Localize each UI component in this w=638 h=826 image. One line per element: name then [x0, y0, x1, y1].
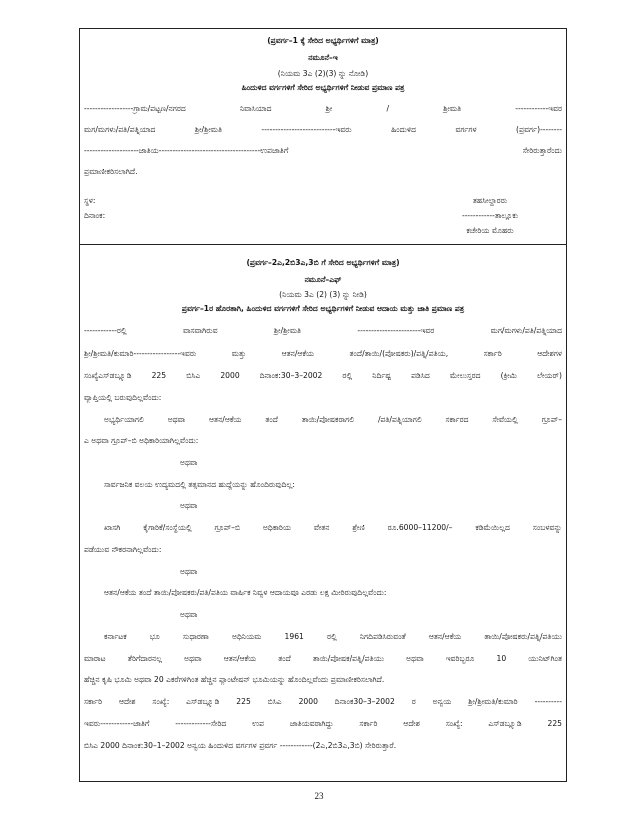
section1-title: (ಪ್ರವರ್ಗ–1 ಕ್ಕೆ ಸೇರಿದ ಅಭ್ಯರ್ಥಿಗಳಿಗೆ ಮಾತ್ರ): [267, 36, 379, 45]
section1-heading: ಹಿಂದುಳಿದ ವರ್ಗಗಳಿಗೆ ಸೇರಿದ ಅಭ್ಯರ್ಥಿಗಳಿಗೆ ನೀಡುವ ಪ್ರಮಾಣ ಪತ್ರ: [241, 83, 405, 92]
section2-heading: ಪ್ರವರ್ಗ–1ರ ಹೊರತಾಗಿ, ಹಿಂದುಳಿದ ವರ್ಗಗಳಿಗೆ ಸೇರಿದ ಅಭ್ಯರ್ಥಿಗಳಿಗೆ ನೀಡುವ ಆದಾಯ ಮತ್ತು ಜಾತಿ ಪ್ರಮಾಣ ಪತ್ರ: [181, 304, 465, 313]
condition-line: ಸಾರ್ವಜನಿಕ ವಲಯ ಉದ್ಯಮದಲ್ಲಿ ತತ್ಸಮಾನದ ಹುದ್ದೆಯನ್ನು ಹೊಂದಿರುವುದಿಲ್ಲ:: [104, 480, 295, 489]
or-separator: ಅಥವಾ: [180, 458, 198, 467]
section2-para-line: ವ್ಯಾಪ್ತಿಯಲ್ಲಿ ಬರುವುದಿಲ್ಲವೆಂದು:: [84, 393, 162, 402]
section1-form-name: ನಮೂನೆ–ಇ: [308, 53, 338, 62]
condition-line: ಖಾಸಗಿ ಕೈಗಾರಿಕೆ/ಸಂಸ್ಥೆಯಲ್ಲಿ ಗ್ರೂಪ್–ಬಿ ಅಧಿಕಾರಿಯ ವೇತನ ಶ್ರೇಣಿ ರೂ.6000–11200/– ಕಡಿಮೆಯಿಲ್ಲದ ಸಂಬಳವನ್ನು: [104, 523, 562, 532]
signatory-title: ತಹಸೀಲ್ದಾರರು: [472, 196, 508, 205]
condition-line: ಪಡೆಯುವ ನೌಕರನಾಗಿಲ್ಲವೆಂದು:: [84, 545, 162, 554]
section2-form-name: ನಮೂನೆ–ಎಫ್: [304, 275, 342, 284]
section2-para-line: ------------ರಲ್ಲಿ ವಾಸವಾಗಿರುವ ಶ್ರೀ/ಶ್ರೀಮತಿ -----------------------ಇವರ ಮಗ/ಮಗಳು/ಪತಿ/ಪತ್ನಿಯಾದ: [84, 326, 562, 335]
condition-line: ಹೆಚ್ಚಿನ ಕೃಷಿ ಭೂಮಿ ಅಥವಾ 20 ಎಕರೆಗಳಿಗಿಂತ ಹೆಚ್ಚಿನ ಪ್ಲಾಂಟೇಷನ್ ಭೂಮಿಯನ್ನು ಹೊಂದಿಲ್ಲವೆಂದು ಪ್ರಮಾಣೀಕರಿಸಲಾಗಿದೆ.: [84, 675, 385, 684]
taluk-line: ------------ತಾಲ್ಲೂಕು: [461, 211, 519, 220]
section1-body-line: ------------------ಗ್ರಾಮ/ಪಟ್ಟಣ/ನಗರದ ನಿವಾಸಿಯಾದ ಶ್ರೀ / ಶ್ರೀಮತಿ ------------ಇವರ: [84, 104, 562, 113]
final-line: ಇವರು------------ಜಾತಿಗೆ -------------ಸೇರಿದ ಉಪ ಜಾತಿಯವರಾಗಿದ್ದು ಸರ್ಕಾರಿ ಆದೇಶ ಸಂಖ್ಯೆ: ಎಸ್‌ಡಬ್ಲ್ಯೂಡಿ 225: [84, 719, 562, 728]
section2-rule: (ನಿಯಮ 3ಎ (2) (3) ನ್ನು ನೀಡಿ): [279, 290, 367, 299]
or-separator: ಅಥವಾ: [180, 567, 198, 576]
place-label: ಸ್ಥಳ:: [84, 196, 96, 205]
date-label: ದಿನಾಂಕ:: [84, 211, 106, 220]
section1-body-line: ಮಗ/ಮಗಳು/ಪತಿ/ಪತ್ನಿಯಾದ ಶ್ರೀ/ಶ್ರೀಮತಿ ---------------------------ಇವರು ಹಿಂದುಳಿದ ವರ್ಗಗಳ (ಪ್ರವರ್ಗ)--------: [84, 125, 562, 134]
page-border: [79, 28, 567, 782]
section-divider: [79, 244, 567, 245]
office-seal: ಕಚೇರಿಯ ಮೊಹರು: [466, 226, 514, 235]
section1-rule: (ನಿಯಮ 3ಎ (2)(3) ನ್ನು ನೋಡಿ): [277, 69, 369, 78]
section1-body-line: ಪ್ರಮಾಣೀಕರಿಸಲಾಗಿದೆ.: [84, 167, 138, 176]
or-separator: ಅಥವಾ: [180, 501, 198, 510]
final-line: ಸರ್ಕಾರಿ ಆದೇಶ ಸಂಖ್ಯೆ: ಎಸ್‌ಡಬ್ಲ್ಯೂಡಿ 225 ಬಿಸಿಎ 2000 ದಿನಾಂಕ30–3–2002 ರ ಅನ್ವಯ ಶ್ರೀ/ಶ್ರೀಮತಿ/ಕುಮಾರಿ ----------: [84, 697, 562, 706]
condition-line: ಅಭ್ಯರ್ಥಿಯಾಗಲಿ ಅಥವಾ ಆತನ/ಆಕೆಯ ತಂದೆ ತಾಯಿ/ಪೋಷಕರಾಗಲಿ /ಪತಿ/ಪತ್ನಿಯಾಗಲಿ ಸರ್ಕಾರದ ಸೇವೆಯಲ್ಲಿ ಗ್ರೂಪ್–: [104, 415, 562, 424]
section2-title: (ಪ್ರವರ್ಗ–2ಎ,2ಬಿ3ಎ,3ಬಿ ಗೆ ಸೇರಿದ ಅಭ್ಯರ್ಥಿಗಳಿಗೆ ಮಾತ್ರ): [246, 258, 400, 267]
condition-line: ಮಾರಾಟ ತೆರಿಗೆದಾರನಲ್ಲ ಅಥವಾ ಆತನ/ಆಕೆಯ ತಂದೆ ತಾಯಿ/ಪೋಷಕ/ಪತ್ನಿ/ಪತಿಯು ಅಥವಾ ಇವರಿಬ್ಬರೂ 10 ಯುನಿಟ್‌ಗಿಂತ: [84, 654, 562, 663]
section2-para-line: ಸಂಖ್ಯೆಎಸ್‌ಡಬ್ಲ್ಯೂಡಿ 225 ಬಿಸಿಎ 2000 ದಿನಾಂಕ:30–3–2002 ರಲ್ಲಿ ನಿರ್ದಿಷ್ಟ ಪಡಿಸಿದ ಮೇಲುಸ್ತರದ (ಕ್ರೀಮಿ ಲೇಯರ್): [84, 371, 562, 380]
section1-body-line: --------------------ಜಾತಿಯ-------------------------------------ಉಪಜಾತಿಗೆ ಸೇರಿರುತ್ತಾರೆಂದು: [84, 146, 562, 155]
page-number: 23: [314, 791, 324, 801]
condition-line: ಎ ಅಥವಾ ಗ್ರೂಪ್–ಬಿ ಅಧಿಕಾರಿಯಾಗಿಲ್ಲವೆಂದು:: [84, 436, 199, 445]
final-line: ಬಿಸಿಎ 2000 ದಿನಾಂಕ:30–1–2002 ಅನ್ವಯ ಹಿಂದುಳಿದ ವರ್ಗಗಳ ಪ್ರವರ್ಗ ------------(2ಎ,2ಬಿ3ಎ,3ಬಿ) ಸೇರಿರುತ್ತಾರೆ.: [84, 741, 397, 750]
or-separator: ಅಥವಾ: [180, 610, 198, 619]
condition-line: ಕರ್ನಾಟಕ ಭೂ ಸುಧಾರಣಾ ಅಧಿನಿಯಮ 1961 ರಲ್ಲಿ ನಿಗದಿಪಡಿಸಿರುವಂತೆ ಆತನ/ಆಕೆಯ ತಾಯಿ/ಪೋಷಕರು/ಪತ್ನಿ/ಪತಿಯು: [104, 632, 562, 641]
section2-para-line: ಶ್ರೀ/ಶ್ರೀಮತಿ/ಕುಮಾರಿ-----------------ಇವರು ಮತ್ತು ಆತನ/ಆಕೆಯ ತಂದೆ/ತಾಯಿ/(ಪೋಷಕರು)/ಪತ್ನಿ/ಪತಿಯ, ಸರ್ಕಾರಿ ಆದೇಶಗಳ: [84, 349, 562, 358]
condition-line: ಆತನ/ಆಕೆಯ ತಂದೆ ತಾಯಿ/ಪೋಷಕರು/ಪತಿ/ಪತಿಯ ವಾರ್ಷಿಕ ನಿವ್ವಳ ಆದಾಯವೂ ಎರಡು ಲಕ್ಷ ಮೀರಿರುವುದಿಲ್ಲವೆಂದು:: [104, 588, 387, 597]
